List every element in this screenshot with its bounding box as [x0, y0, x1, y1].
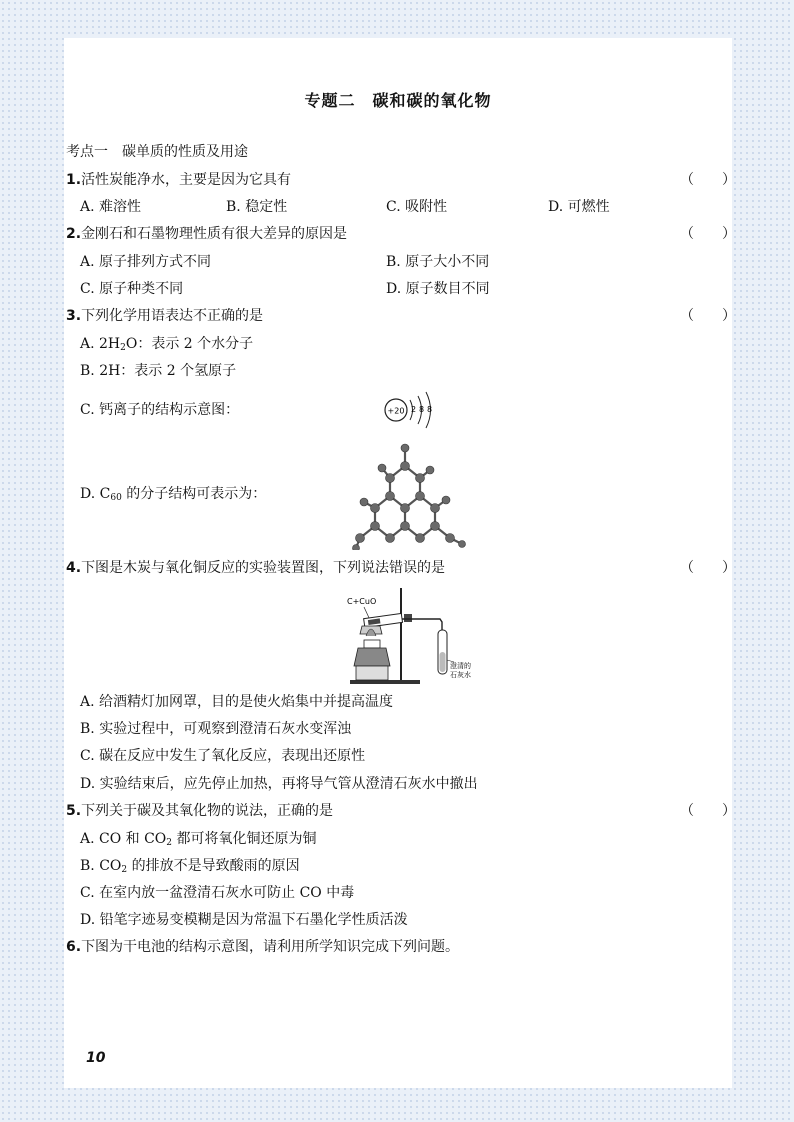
molecular-structure-image [350, 438, 470, 550]
structure-atoms [353, 444, 466, 550]
answer-parentheses: （ ） [680, 560, 736, 576]
option-c: C. 钙离子的结构示意图： [80, 402, 240, 418]
option-a-text: A. 2H [80, 336, 121, 352]
shell-3-electrons: 8 [427, 405, 433, 414]
option-a: A. 原子排列方式不同 [80, 254, 212, 270]
question-number: 5. [66, 803, 82, 819]
clamp [404, 614, 412, 622]
option-d [80, 484, 266, 508]
question-number: 2. [66, 226, 82, 242]
lamp-neck [364, 640, 380, 648]
option-d: D. 实验结束后，应先停止加热，再将导气管从澄清石灰水中撤出 [80, 776, 478, 792]
answer-parentheses: （ ） [680, 803, 736, 819]
answer-parentheses: （ ） [680, 172, 736, 188]
option-d: D. 原子数目不同 [386, 281, 490, 297]
option-d-text: 的分子结构可表示为： [121, 486, 267, 502]
page-title: 专题二 碳和碳的氧化物 [304, 91, 492, 110]
question-text: 活性炭能净水，主要是因为它具有 [81, 172, 292, 188]
question-text: 下列关于碳及其氧化物的说法，正确的是 [81, 803, 334, 819]
shell-2-electrons: 8 [419, 405, 425, 414]
stand-base [350, 680, 420, 684]
limewater-label-line1: 澄清的 [450, 662, 471, 670]
option-b: B. 2H：表示 2 个氢原子 [80, 363, 237, 379]
answer-parentheses: （ ） [680, 308, 736, 324]
option-a-text: A. CO 和 CO [80, 831, 167, 847]
question-text: 下列化学用语表达不正确的是 [81, 308, 264, 324]
option-c: C. 在室内放一盆澄清石灰水可防止 CO 中毒 [80, 885, 355, 901]
answer-parentheses: （ ） [680, 226, 736, 242]
option-b-text: B. CO [80, 858, 122, 874]
option-b [80, 856, 300, 880]
section-heading: 考点一 碳单质的性质及用途 [66, 144, 248, 160]
option-a-text: O：表示 2 个水分子 [125, 336, 254, 352]
shell-1-electrons: 2 [411, 405, 417, 414]
option-a [80, 334, 253, 358]
question-3 [66, 306, 263, 326]
subscript: 2 [166, 838, 173, 848]
question-6 [66, 937, 459, 957]
option-b: B. 原子大小不同 [386, 254, 490, 270]
option-d: D. 铅笔字迹易变模糊是因为常温下石墨化学性质活泼 [80, 912, 408, 928]
question-number: 6. [66, 939, 82, 955]
option-c: C. 碳在反应中发生了氧化反应，表现出还原性 [80, 748, 366, 764]
question-2 [66, 224, 347, 244]
subscript: 2 [121, 865, 128, 875]
question-text: 下图为干电池的结构示意图，请利用所学知识完成下列问题。 [81, 939, 460, 955]
question-1 [66, 170, 291, 190]
subscript: 60 [110, 493, 122, 503]
option-c: C. 吸附性 [386, 199, 448, 215]
question-text: 下图是木炭与氧化铜反应的实验装置图，下列说法错误的是 [81, 560, 446, 576]
question-number: 1. [66, 172, 82, 188]
question-4 [66, 558, 445, 578]
alcohol-lamp [354, 648, 390, 666]
question-5 [66, 801, 333, 821]
subscript: 2 [120, 343, 126, 353]
option-b: B. 实验过程中，可观察到澄清石灰水变浑浊 [80, 721, 352, 737]
worksheet-page [64, 38, 736, 1088]
nucleus-charge: +20 [387, 406, 405, 416]
limewater-liquid [440, 652, 446, 672]
delivery-tube [402, 619, 442, 658]
option-a [80, 829, 316, 853]
limewater-label-line2: 石灰水 [450, 671, 471, 679]
option-a: A. 给酒精灯加网罩，目的是使火焰集中并提高温度 [80, 694, 394, 710]
question-number: 3. [66, 308, 82, 324]
reactants-label: C+CuO [347, 597, 377, 606]
lamp-stand [356, 666, 388, 680]
option-c: C. 原子种类不同 [80, 281, 184, 297]
option-d-text: D. C [80, 486, 111, 502]
option-b: B. 稳定性 [226, 199, 288, 215]
page-number: 10 [86, 1050, 106, 1066]
question-number: 4. [66, 560, 82, 576]
experiment-apparatus-figure [344, 586, 474, 686]
question-text: 金刚石和石墨物理性质有很大差异的原因是 [81, 226, 348, 242]
option-d: D. 可燃性 [548, 199, 610, 215]
option-a: A. 难溶性 [80, 199, 142, 215]
option-a-text: 都可将氧化铜还原为铜 [172, 831, 317, 847]
option-b-text: 的排放不是导致酸雨的原因 [127, 858, 300, 874]
calcium-ion-diagram [382, 388, 442, 434]
